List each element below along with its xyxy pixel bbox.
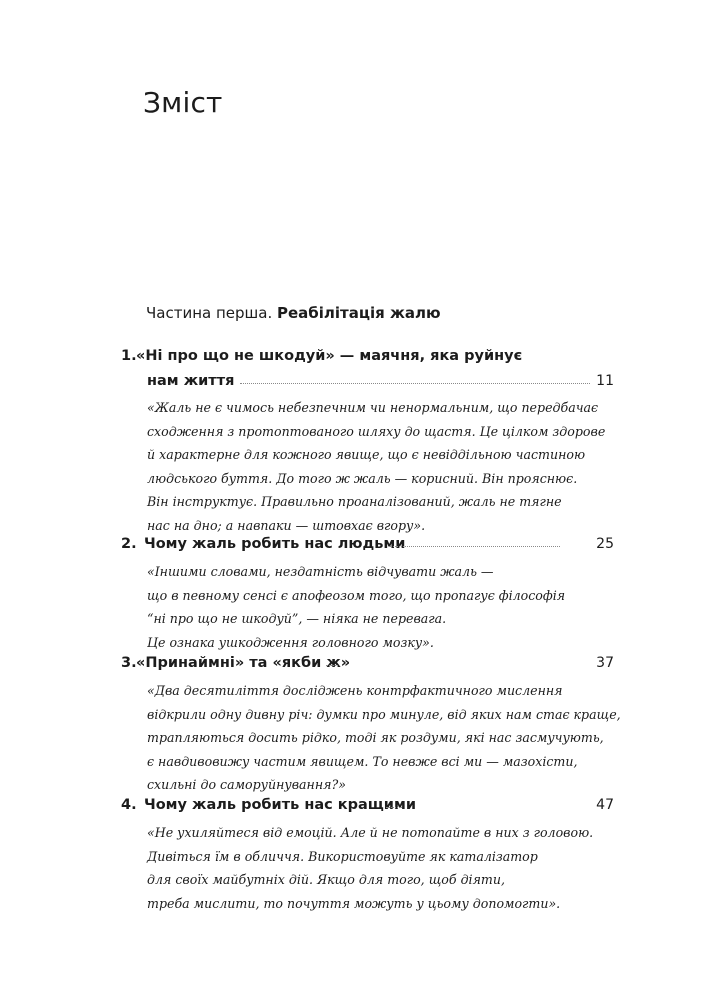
dot-leader — [386, 806, 402, 808]
epigraph-line: «Два десятиліття досліджень контрфактичного мислення — [147, 683, 563, 698]
dot-leader — [240, 382, 590, 384]
epigraph-line: людського буття. До того ж жаль — корисний. Він прояснює. — [147, 470, 578, 486]
epigraph-line: «Не ухиляйтеся від емоцій. Але й не потопайте в них з головою. — [147, 825, 594, 840]
chapter-epigraph — [147, 679, 621, 797]
chapter-epigraph — [147, 396, 605, 537]
epigraph-line: для своїх майбутніх дій. Якщо для того, щоб діяти, — [147, 872, 505, 887]
chapter-title-line-1: «Ні про що не шкодуй» — маячня, яка руйнує — [136, 348, 523, 364]
epigraph-line: й характерне для кожного явище, що є невіддільною частиною — [147, 447, 586, 462]
epigraph-line: «Жаль не є чимось небезпечним чи ненормальним, що передбачає — [147, 400, 599, 415]
epigraph-line: відкрили одну дивну річ: думки про минуле, від яких нам стає краще, — [147, 706, 621, 722]
epigraph-line: схильні до саморуйнування?» — [147, 777, 346, 792]
epigraph-line: що в певному сенсі є апофеозом того, що пропагує філософія — [147, 587, 566, 603]
epigraph-line: “ні про що не шкодуй”, — ніяка не перевага. — [147, 611, 447, 626]
epigraph-line: Дивіться їм в обличчя. Використовуйте як каталізатор — [147, 848, 538, 864]
part-title — [146, 304, 441, 322]
part-prefix: Частина перша. — [146, 304, 273, 322]
chapter-number: 3. — [121, 655, 137, 671]
chapter-title-line-1: Чому жаль робить нас людьми — [144, 536, 406, 552]
page-title: Зміст — [143, 86, 223, 119]
page-number: 11 — [596, 373, 614, 389]
epigraph-line: треба мислити, то почуття можуть у цьому допомогти». — [147, 895, 561, 911]
chapter-title-line-2: нам життя — [147, 373, 235, 389]
epigraph-line: трапляються досить рідко, тоді як роздуми, які нас засмучують, — [147, 730, 604, 745]
chapter-title-line-1: Чому жаль робить нас кращими — [144, 797, 416, 813]
epigraph-line: «Іншими словами, нездатність відчувати жаль — — [147, 564, 494, 579]
page-number: 37 — [596, 655, 614, 671]
chapter-number: 2. — [121, 536, 137, 552]
chapter-number: 1. — [121, 348, 137, 364]
chapter-title-line-1: «Принаймні» та «якби ж» — [136, 655, 351, 671]
part-name: Реабілітація жалю — [277, 304, 441, 322]
page-number: 25 — [596, 536, 614, 552]
chapter-number: 4. — [121, 797, 137, 813]
epigraph-line: є навдивовижу частим явищем. То невже всі ми — мазохісти, — [147, 753, 578, 769]
epigraph-line: нас на дно; а навпаки — штовхає вгору». — [147, 517, 426, 533]
dot-leader — [390, 545, 560, 547]
epigraph-line: сходження з протоптованого шляху до щастя. Це цілком здорове — [147, 423, 606, 439]
chapter-epigraph — [147, 821, 593, 915]
epigraph-line: Він інструктує. Правильно проаналізований, жаль не тягне — [147, 494, 562, 509]
dot-leader — [326, 664, 338, 666]
epigraph-line: Це ознака ушкодження головного мозку». — [147, 634, 434, 650]
page-number: 47 — [596, 797, 614, 813]
chapter-epigraph — [147, 560, 565, 654]
